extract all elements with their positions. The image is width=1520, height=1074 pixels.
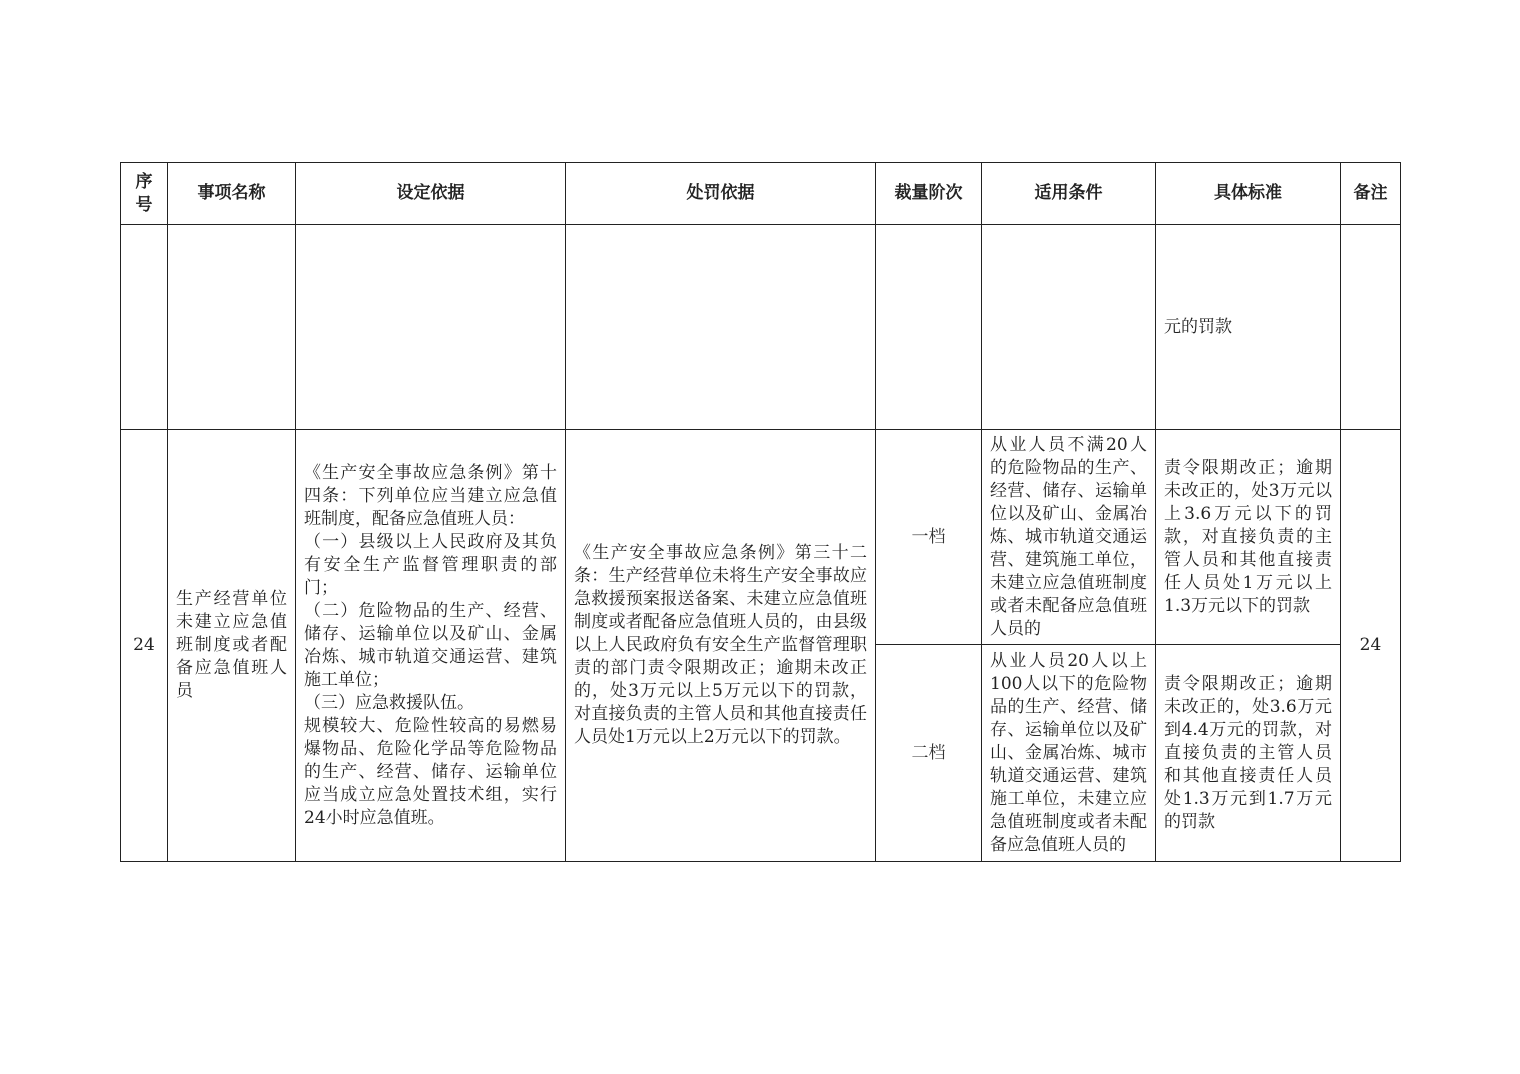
continued-item-cell [168,225,296,430]
entry-standard-2: 责令限期改正；逾期未改正的，处3.6万元到4.4万元的罚款，对直接负责的主管人员和其他直接责任人员处1.3万元到1.7万元的罚款 [1156,645,1341,862]
entry-seq: 24 [121,430,168,862]
continued-condition-cell [982,225,1156,430]
entry-tier-1: 一档 [876,430,982,645]
continued-basis-cell [296,225,566,430]
header-remark: 备注 [1341,163,1401,225]
penalty-standard-table [120,162,1401,862]
header-seq: 序 号 [121,163,168,225]
header-discretion-tier: 裁量阶次 [876,163,982,225]
entry-penalty-basis: 《生产安全事故应急条例》第三十二条：生产经营单位未将生产安全事故应急救援预案报送备案、未建立应急值班制度或者配备应急值班人员的，由县级以上人民政府负有安全生产监督管理职责的部门责令限期改正；逾期未改正的，处3万元以上5万元以下的罚款，对直接负责的主管人员和其他直接责任人员处1万元以上2万元以下的罚款。 [566,430,876,862]
entry-item-name: 生产经营单位未建立应急值班制度或者配备应急值班人员 [168,430,296,862]
continued-tier-cell [876,225,982,430]
header-penalty-basis: 处罚依据 [566,163,876,225]
continued-remark-cell [1341,225,1401,430]
entry-tier-2: 二档 [876,645,982,862]
header-item-name: 事项名称 [168,163,296,225]
entry-remark: 24 [1341,430,1401,862]
entry-condition-2: 从业人员20人以上100人以下的危险物品的生产、经营、储存、运输单位以及矿山、金属冶炼、城市轨道交通运营、建筑施工单位，未建立应急值班制度或者未配备应急值班人员的 [982,645,1156,862]
header-applicable-condition: 适用条件 [982,163,1156,225]
header-setting-basis: 设定依据 [296,163,566,225]
header-specific-standard: 具体标准 [1156,163,1341,225]
entry-standard-1: 责令限期改正；逾期未改正的，处3万元以上3.6万元以下的罚款，对直接负责的主管人员和其他直接责任人员处1万元以上1.3万元以下的罚款 [1156,430,1341,645]
continued-penalty-cell [566,225,876,430]
continued-seq-cell [121,225,168,430]
entry-condition-1: 从业人员不满20人的危险物品的生产、经营、储存、运输单位以及矿山、金属冶炼、城市轨道交通运营、建筑施工单位，未建立应急值班制度或者未配备应急值班人员的 [982,430,1156,645]
continued-row [121,225,1401,430]
entry-setting-basis: 《生产安全事故应急条例》第十四条：下列单位应当建立应急值班制度，配备应急值班人员： （一）县级以上人民政府及其负有安全生产监督管理职责的部门； （二）危险物品的生产、经营、储存、运输单位以及矿山、金属冶炼、城市轨道交通运营、建筑施工单位； （三）应急救援队伍。 规模较大、危险性较高的易燃易爆物品、危险化学品等危险物品的生产、经营、储存、运输单位应当成立应急处置技术组，实行24小时应急值班。 [296,430,566,862]
table-row [121,430,1401,645]
table-header-row [121,163,1401,225]
continued-standard-cell: 元的罚款 [1156,225,1341,430]
